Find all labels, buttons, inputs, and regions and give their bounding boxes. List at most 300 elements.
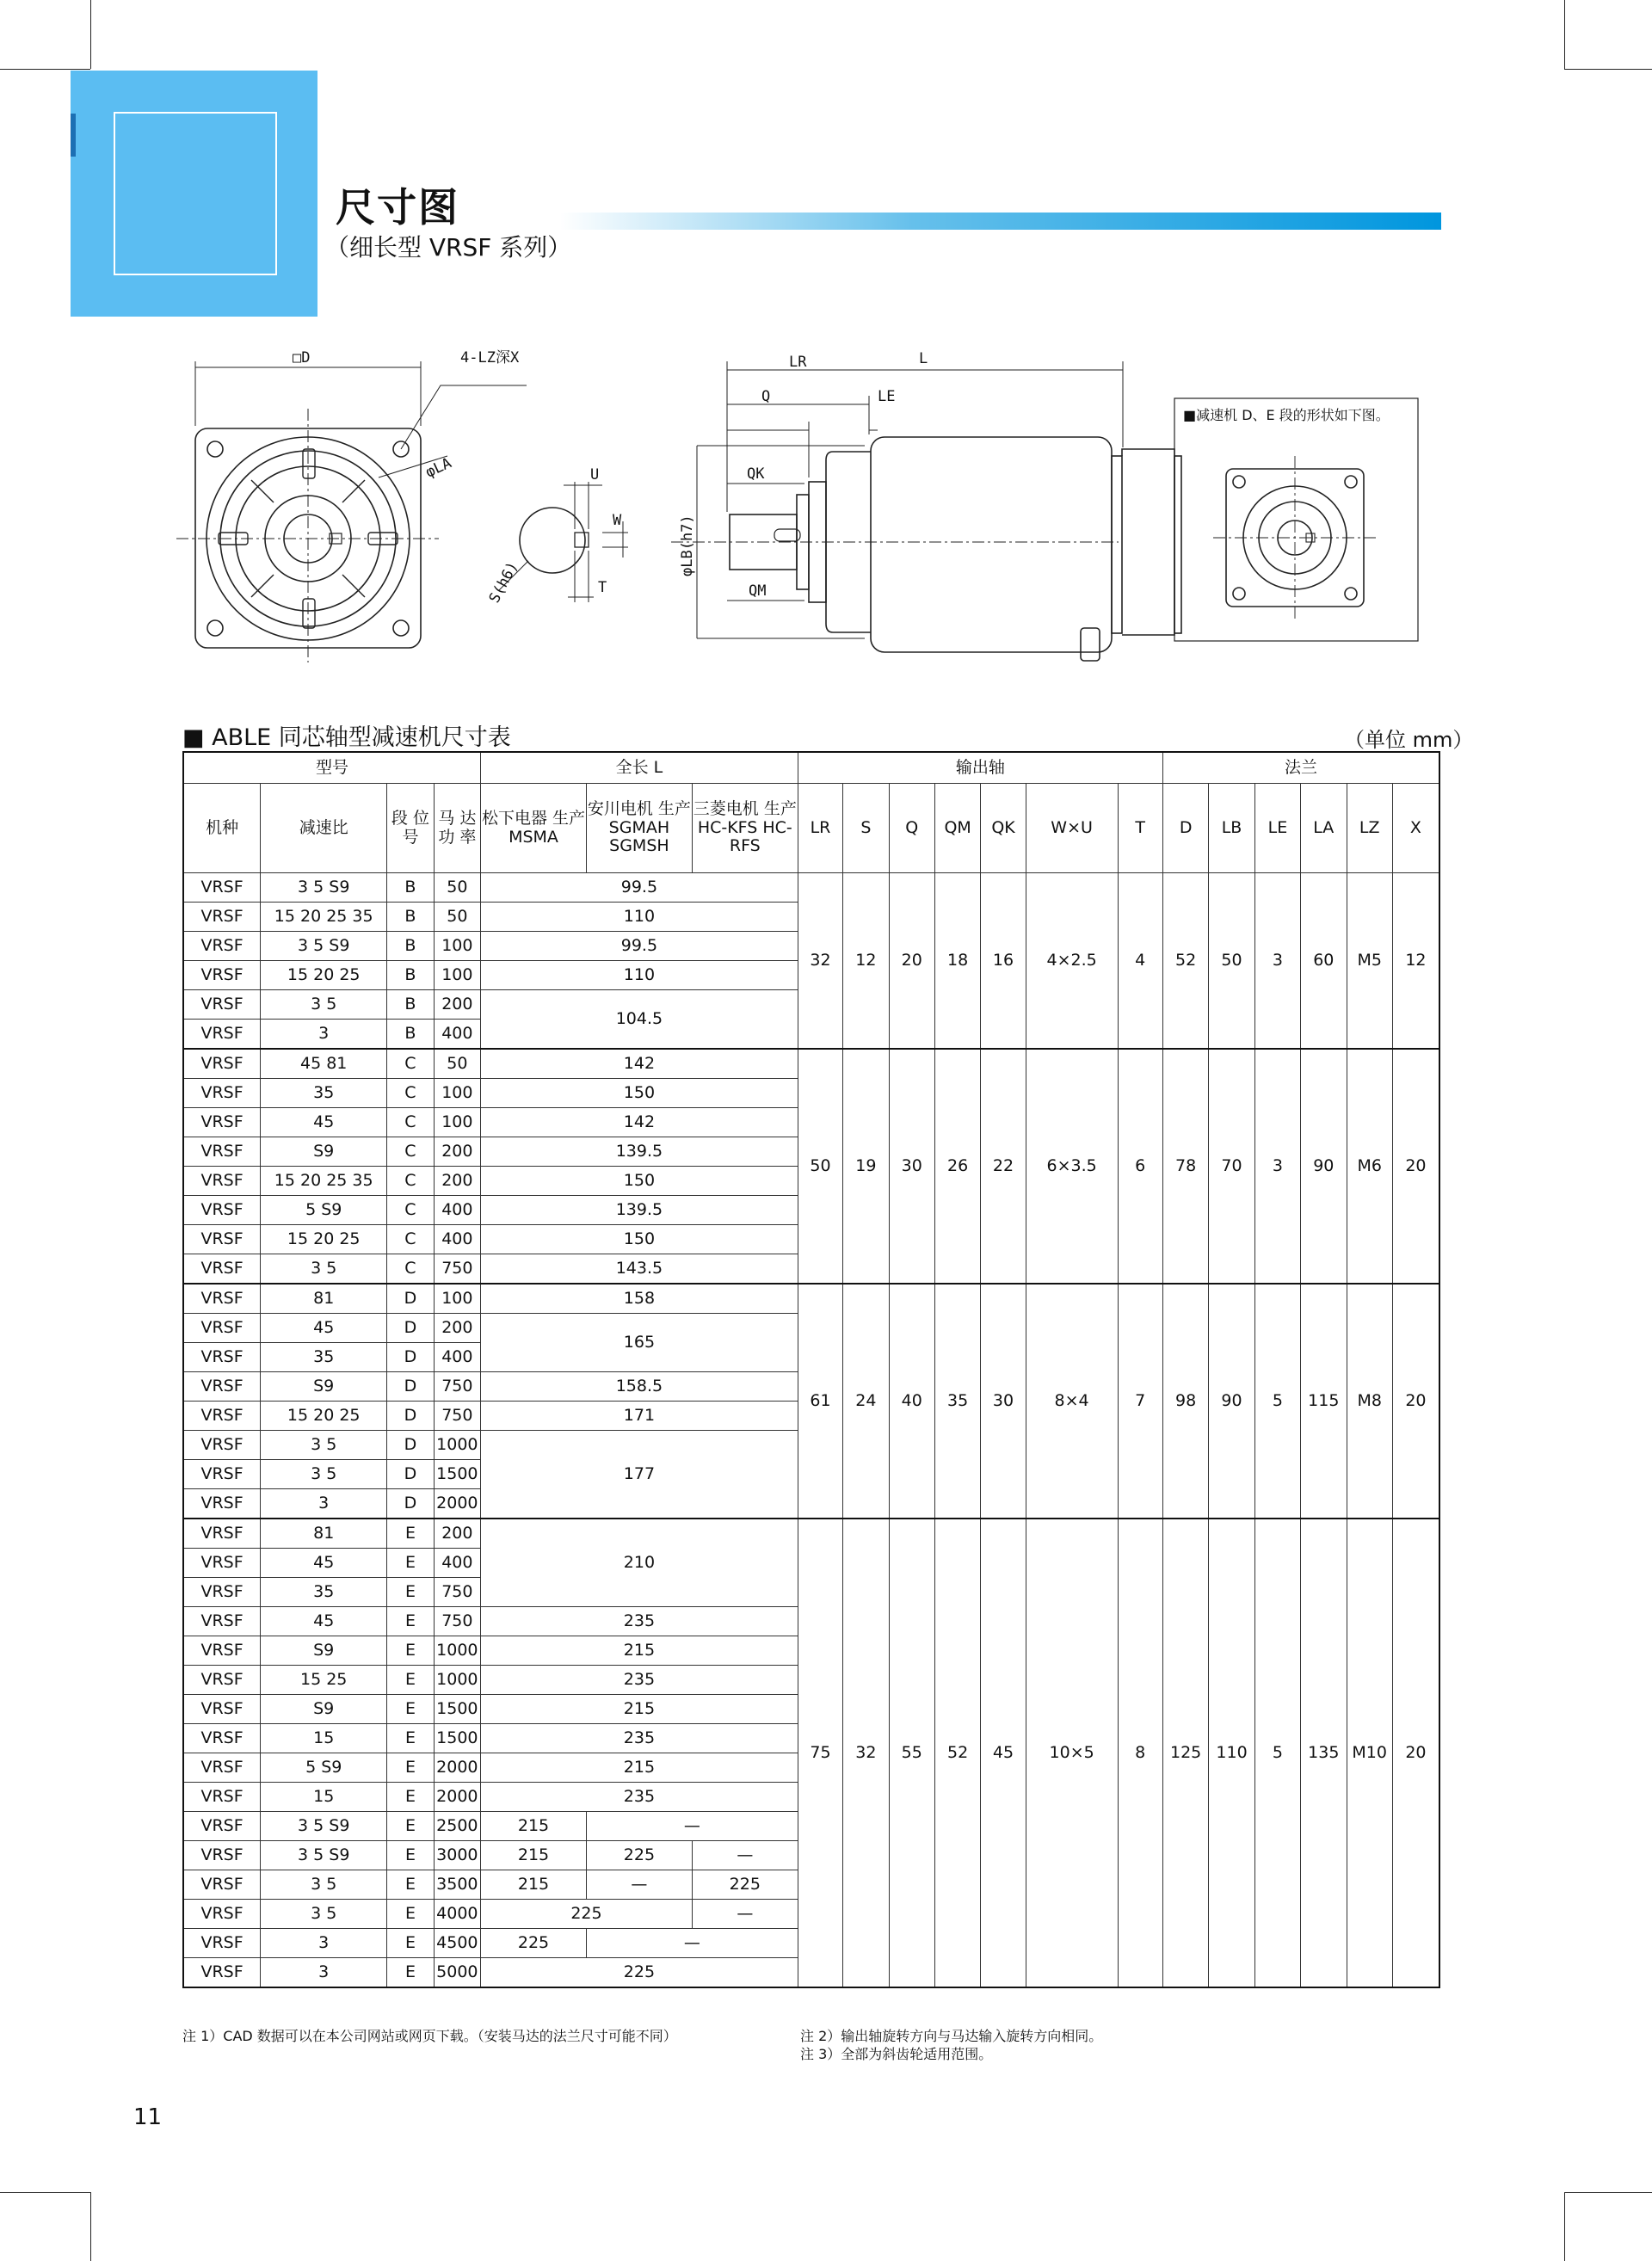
cell-stage: D — [387, 1284, 434, 1314]
cell-lb: 50 — [1209, 873, 1254, 1050]
cell-lz: M8 — [1347, 1284, 1392, 1519]
cell-length: — — [586, 1812, 798, 1841]
cell-length: 99.5 — [481, 932, 798, 961]
cell-power: 1000 — [434, 1666, 480, 1695]
cell-type: VRSF — [183, 1079, 261, 1108]
cell-stage: E — [387, 1695, 434, 1724]
cell-power: 100 — [434, 1108, 480, 1137]
cell-la: 60 — [1301, 873, 1347, 1050]
group-header-length: 全长 L — [481, 752, 798, 784]
dim-qk-label: QK — [747, 465, 765, 483]
cell-power: 4500 — [434, 1929, 480, 1958]
cell-type: VRSF — [183, 1578, 261, 1607]
cell-type: VRSF — [183, 1314, 261, 1343]
cell-stage: E — [387, 1666, 434, 1695]
cell-lr: 75 — [798, 1519, 842, 1987]
cell-power: 100 — [434, 961, 480, 990]
cell-qk: 16 — [981, 873, 1026, 1050]
cell-length: 235 — [481, 1783, 798, 1812]
col-header-mitsubishi: 三菱电机 生产 HC-KFS HC-RFS — [692, 784, 798, 873]
cell-power: 3500 — [434, 1870, 480, 1900]
cell-power: 100 — [434, 1079, 480, 1108]
cell-wxu: 4×2.5 — [1026, 873, 1118, 1050]
cell-ratio: 15 — [261, 1783, 387, 1812]
cell-la: 135 — [1301, 1519, 1347, 1987]
cell-ratio: 45 — [261, 1549, 387, 1578]
col-header-s: S — [843, 784, 889, 873]
col-header-lb: LB — [1209, 784, 1254, 873]
cell-lz: M6 — [1347, 1049, 1392, 1284]
cell-type: VRSF — [183, 1929, 261, 1958]
cell-ratio: 35 — [261, 1578, 387, 1607]
cell-stage: D — [387, 1402, 434, 1431]
note-2: 注 2）输出轴旋转方向与马达输入旋转方向相同。 — [800, 2028, 1103, 2044]
cell-d: 52 — [1162, 873, 1208, 1050]
cell-length: 215 — [481, 1870, 587, 1900]
cell-type: VRSF — [183, 1724, 261, 1753]
cell-d: 98 — [1162, 1284, 1208, 1519]
title-color-block — [71, 71, 317, 317]
title-block-frame — [114, 112, 277, 275]
col-header-yaskawa: 安川电机 生产 SGMAH SGMSH — [586, 784, 692, 873]
cell-power: 750 — [434, 1402, 480, 1431]
cell-power: 400 — [434, 1196, 480, 1225]
dim-lb-label: φLB(h7) — [679, 514, 696, 576]
dim-le-label: LE — [878, 388, 896, 405]
col-header-ratio: 减速比 — [261, 784, 387, 873]
dimension-table — [182, 751, 1440, 1988]
cell-length: 158.5 — [481, 1372, 798, 1402]
cell-type: VRSF — [183, 1137, 261, 1167]
cell-stage: D — [387, 1489, 434, 1519]
cell-length: 99.5 — [481, 873, 798, 903]
cell-stage: E — [387, 1519, 434, 1549]
cell-lr: 32 — [798, 873, 842, 1050]
cell-wxu: 6×3.5 — [1026, 1049, 1118, 1284]
cell-q: 55 — [889, 1519, 934, 1987]
cell-ratio: 3 5 S9 — [261, 873, 387, 903]
cell-stage: E — [387, 1841, 434, 1870]
cell-stage: B — [387, 873, 434, 903]
cell-length: 158 — [481, 1284, 798, 1314]
cell-power: 400 — [434, 1549, 480, 1578]
cell-ratio: 3 — [261, 1958, 387, 1988]
cell-stage: C — [387, 1196, 434, 1225]
cell-stage: C — [387, 1254, 434, 1285]
cell-power: 1500 — [434, 1724, 480, 1753]
cell-stage: E — [387, 1870, 434, 1900]
cell-ratio: 45 — [261, 1314, 387, 1343]
cell-stage: C — [387, 1079, 434, 1108]
cell-type: VRSF — [183, 873, 261, 903]
unit-note: （单位 mm） — [1344, 728, 1474, 752]
crop-mark — [90, 0, 91, 69]
cell-length: 150 — [481, 1079, 798, 1108]
table-row — [183, 1049, 1439, 1079]
title-block-accent — [71, 114, 76, 157]
cell-power: 50 — [434, 1049, 480, 1079]
cell-ratio: 81 — [261, 1519, 387, 1549]
cell-power: 100 — [434, 932, 480, 961]
cell-length: — — [586, 1929, 798, 1958]
cell-q: 30 — [889, 1049, 934, 1284]
cell-ratio: 45 81 — [261, 1049, 387, 1079]
cell-t: 8 — [1118, 1519, 1162, 1987]
col-header-stage: 段 位 号 — [387, 784, 434, 873]
dim-lr-label: LR — [789, 354, 807, 371]
cell-s: 19 — [843, 1049, 889, 1284]
cell-le: 5 — [1254, 1519, 1300, 1987]
cell-type: VRSF — [183, 1225, 261, 1254]
col-header-wxu: W×U — [1026, 784, 1118, 873]
cell-power: 50 — [434, 903, 480, 932]
cell-length: 225 — [481, 1929, 587, 1958]
cell-ratio: 3 5 — [261, 1460, 387, 1489]
col-header-t: T — [1118, 784, 1162, 873]
cell-ratio: 3 5 — [261, 990, 387, 1020]
group-header-shaft: 输出轴 — [798, 752, 1162, 784]
cell-ratio: 3 5 S9 — [261, 1812, 387, 1841]
cell-qm: 52 — [934, 1519, 980, 1987]
cell-length: — — [586, 1870, 692, 1900]
cell-power: 2000 — [434, 1783, 480, 1812]
cell-power: 2000 — [434, 1489, 480, 1519]
cell-length: 210 — [481, 1519, 798, 1607]
cell-ratio: 3 5 S9 — [261, 932, 387, 961]
front-view-drawing — [176, 361, 527, 662]
cell-length: 235 — [481, 1724, 798, 1753]
cell-type: VRSF — [183, 1254, 261, 1285]
cell-la: 115 — [1301, 1284, 1347, 1519]
cell-stage: C — [387, 1225, 434, 1254]
cell-stage: D — [387, 1314, 434, 1343]
section-title: ■ ABLE 同芯轴型减速机尺寸表 — [182, 724, 511, 751]
cell-type: VRSF — [183, 1343, 261, 1372]
cell-type: VRSF — [183, 1049, 261, 1079]
cell-stage: B — [387, 990, 434, 1020]
cell-x: 20 — [1392, 1519, 1439, 1987]
cell-t: 4 — [1118, 873, 1162, 1050]
cell-qk: 30 — [981, 1284, 1026, 1519]
cell-power: 200 — [434, 1314, 480, 1343]
cell-q: 20 — [889, 873, 934, 1050]
cell-stage: E — [387, 1724, 434, 1753]
cell-stage: B — [387, 1020, 434, 1050]
cell-x: 20 — [1392, 1284, 1439, 1519]
cell-ratio: 15 20 25 — [261, 961, 387, 990]
cell-power: 5000 — [434, 1958, 480, 1988]
cell-lb: 70 — [1209, 1049, 1254, 1284]
cell-stage: D — [387, 1372, 434, 1402]
dim-s-label: S(h6) — [485, 558, 522, 607]
cell-lr: 50 — [798, 1049, 842, 1284]
cell-stage: C — [387, 1167, 434, 1196]
crop-mark — [1564, 69, 1652, 70]
cell-length: 177 — [481, 1431, 798, 1519]
cell-type: VRSF — [183, 1196, 261, 1225]
cell-ratio: 3 5 — [261, 1900, 387, 1929]
cell-t: 7 — [1118, 1284, 1162, 1519]
cell-power: 1500 — [434, 1695, 480, 1724]
cell-type: VRSF — [183, 1870, 261, 1900]
side-view-drawing — [671, 361, 1181, 661]
cell-ratio: 81 — [261, 1284, 387, 1314]
cell-ratio: 3 — [261, 1489, 387, 1519]
cell-type: VRSF — [183, 1666, 261, 1695]
cell-length: 139.5 — [481, 1196, 798, 1225]
cell-la: 90 — [1301, 1049, 1347, 1284]
dim-w-label: W — [613, 512, 622, 529]
col-header-qm: QM — [934, 784, 980, 873]
cell-d: 78 — [1162, 1049, 1208, 1284]
col-header-qk: QK — [981, 784, 1026, 873]
cell-length: 110 — [481, 903, 798, 932]
crop-mark — [0, 69, 90, 70]
cell-t: 6 — [1118, 1049, 1162, 1284]
col-header-le: LE — [1254, 784, 1300, 873]
cell-ratio: 3 5 — [261, 1431, 387, 1460]
col-header-x: X — [1392, 784, 1439, 873]
cell-length: 215 — [481, 1636, 798, 1666]
cell-s: 24 — [843, 1284, 889, 1519]
dimension-drawings — [0, 318, 1652, 662]
cell-ratio: S9 — [261, 1137, 387, 1167]
cell-length: — — [692, 1841, 798, 1870]
cell-length: 225 — [481, 1958, 798, 1988]
cell-power: 100 — [434, 1284, 480, 1314]
cell-power: 750 — [434, 1607, 480, 1636]
cell-stage: C — [387, 1137, 434, 1167]
cell-length: 142 — [481, 1108, 798, 1137]
key-section-drawing — [499, 482, 628, 602]
cell-type: VRSF — [183, 1431, 261, 1460]
cell-type: VRSF — [183, 1636, 261, 1666]
crop-mark — [90, 2192, 91, 2261]
cell-length: 165 — [481, 1314, 798, 1372]
col-header-la: LA — [1301, 784, 1347, 873]
cell-le: 5 — [1254, 1284, 1300, 1519]
cell-power: 750 — [434, 1372, 480, 1402]
cell-ratio: 15 20 25 — [261, 1402, 387, 1431]
cell-power: 400 — [434, 1343, 480, 1372]
cell-lz: M10 — [1347, 1519, 1392, 1987]
cell-stage: E — [387, 1549, 434, 1578]
cell-ratio: 3 — [261, 1929, 387, 1958]
cell-ratio: 3 — [261, 1020, 387, 1050]
cell-type: VRSF — [183, 903, 261, 932]
dim-l-label: L — [919, 350, 928, 367]
cell-type: VRSF — [183, 1695, 261, 1724]
title-gradient-bar — [559, 213, 1441, 230]
cell-stage: E — [387, 1958, 434, 1988]
cell-ratio: 35 — [261, 1079, 387, 1108]
cell-power: 4000 — [434, 1900, 480, 1929]
cell-stage: E — [387, 1812, 434, 1841]
cell-power: 3000 — [434, 1841, 480, 1870]
cell-ratio: 15 20 25 35 — [261, 1167, 387, 1196]
cell-type: VRSF — [183, 1900, 261, 1929]
cell-ratio: 45 — [261, 1108, 387, 1137]
cell-qm: 35 — [934, 1284, 980, 1519]
cell-type: VRSF — [183, 1489, 261, 1519]
cell-ratio: 5 S9 — [261, 1196, 387, 1225]
cell-x: 20 — [1392, 1049, 1439, 1284]
cell-type: VRSF — [183, 1372, 261, 1402]
cell-stage: E — [387, 1900, 434, 1929]
cell-power: 50 — [434, 873, 480, 903]
cell-qk: 45 — [981, 1519, 1026, 1987]
cell-stage: E — [387, 1929, 434, 1958]
cell-stage: E — [387, 1636, 434, 1666]
cell-power: 750 — [434, 1578, 480, 1607]
cell-stage: D — [387, 1343, 434, 1372]
cell-length: 142 — [481, 1049, 798, 1079]
cell-ratio: S9 — [261, 1372, 387, 1402]
crop-mark — [1564, 2192, 1565, 2261]
cell-le: 3 — [1254, 873, 1300, 1050]
cell-type: VRSF — [183, 1607, 261, 1636]
cell-power: 2000 — [434, 1753, 480, 1783]
table-row — [183, 1284, 1439, 1314]
cell-qm: 26 — [934, 1049, 980, 1284]
cell-length: 215 — [481, 1753, 798, 1783]
cell-type: VRSF — [183, 932, 261, 961]
cell-ratio: 3 5 — [261, 1870, 387, 1900]
cell-length: 235 — [481, 1607, 798, 1636]
cell-ratio: S9 — [261, 1695, 387, 1724]
cell-ratio: 15 20 25 — [261, 1225, 387, 1254]
cell-lz: M5 — [1347, 873, 1392, 1050]
group-header-model: 型号 — [183, 752, 481, 784]
inset-drawing — [1174, 398, 1418, 641]
col-header-d: D — [1162, 784, 1208, 873]
cell-stage: B — [387, 961, 434, 990]
page-number: 11 — [133, 2104, 163, 2130]
cell-type: VRSF — [183, 1841, 261, 1870]
cell-stage: D — [387, 1431, 434, 1460]
note-3: 注 3）全部为斜齿轮适用范围。 — [800, 2046, 993, 2062]
cell-stage: E — [387, 1783, 434, 1812]
cell-ratio: 15 — [261, 1724, 387, 1753]
group-header-flange: 法兰 — [1162, 752, 1439, 784]
cell-length: 215 — [481, 1841, 587, 1870]
cell-ratio: S9 — [261, 1636, 387, 1666]
crop-mark — [1564, 2192, 1652, 2193]
cell-stage: B — [387, 903, 434, 932]
cell-stage: B — [387, 932, 434, 961]
cell-length: 150 — [481, 1225, 798, 1254]
dim-qm-label: QM — [749, 582, 767, 600]
cell-ratio: 3 5 — [261, 1254, 387, 1285]
cell-lr: 61 — [798, 1284, 842, 1519]
cell-length: 215 — [481, 1695, 798, 1724]
col-header-lr: LR — [798, 784, 842, 873]
cell-power: 200 — [434, 990, 480, 1020]
cell-power: 1000 — [434, 1636, 480, 1666]
cell-lb: 90 — [1209, 1284, 1254, 1519]
dim-d-label: □D — [293, 349, 311, 367]
cell-ratio: 15 20 25 35 — [261, 903, 387, 932]
crop-mark — [0, 2192, 90, 2193]
cell-ratio: 15 25 — [261, 1666, 387, 1695]
cell-type: VRSF — [183, 961, 261, 990]
cell-type: VRSF — [183, 1958, 261, 1988]
cell-type: VRSF — [183, 1020, 261, 1050]
table-row — [183, 1519, 1439, 1549]
crop-mark — [1564, 0, 1565, 69]
cell-length: 104.5 — [481, 990, 798, 1050]
cell-length: 215 — [481, 1812, 587, 1841]
dim-q-label: Q — [761, 388, 771, 405]
cell-length: 171 — [481, 1402, 798, 1431]
note-1: 注 1）CAD 数据可以在本公司网站或网页下载。（安装马达的法兰尺寸可能不同） — [182, 2028, 677, 2044]
dim-la-label: φLA — [422, 454, 454, 482]
cell-ratio: 35 — [261, 1343, 387, 1372]
cell-power: 400 — [434, 1225, 480, 1254]
cell-power: 2500 — [434, 1812, 480, 1841]
cell-type: VRSF — [183, 1284, 261, 1314]
cell-stage: C — [387, 1108, 434, 1137]
cell-qk: 22 — [981, 1049, 1026, 1284]
cell-power: 1000 — [434, 1431, 480, 1460]
cell-stage: E — [387, 1607, 434, 1636]
cell-type: VRSF — [183, 990, 261, 1020]
cell-type: VRSF — [183, 1753, 261, 1783]
cell-length: 235 — [481, 1666, 798, 1695]
dim-t-label: T — [598, 579, 607, 596]
dim-u-label: U — [590, 466, 600, 484]
cell-length: 225 — [586, 1841, 692, 1870]
cell-type: VRSF — [183, 1783, 261, 1812]
cell-wxu: 10×5 — [1026, 1519, 1118, 1987]
cell-length: 150 — [481, 1167, 798, 1196]
cell-type: VRSF — [183, 1812, 261, 1841]
cell-s: 12 — [843, 873, 889, 1050]
cell-power: 1500 — [434, 1460, 480, 1489]
col-header-type: 机种 — [183, 784, 261, 873]
cell-ratio: 3 5 S9 — [261, 1841, 387, 1870]
cell-stage: E — [387, 1753, 434, 1783]
inset-note: ■减速机 D、E 段的形状如下图。 — [1183, 407, 1390, 423]
cell-lb: 110 — [1209, 1519, 1254, 1987]
cell-qm: 18 — [934, 873, 980, 1050]
page-title: 尺寸图 — [336, 184, 459, 231]
cell-power: 750 — [434, 1254, 480, 1285]
cell-type: VRSF — [183, 1402, 261, 1431]
cell-power: 200 — [434, 1137, 480, 1167]
cell-length: 225 — [481, 1900, 693, 1929]
cell-power: 200 — [434, 1167, 480, 1196]
cell-power: 400 — [434, 1020, 480, 1050]
cell-stage: E — [387, 1578, 434, 1607]
cell-wxu: 8×4 — [1026, 1284, 1118, 1519]
cell-length: 110 — [481, 961, 798, 990]
cell-power: 200 — [434, 1519, 480, 1549]
cell-q: 40 — [889, 1284, 934, 1519]
cell-d: 125 — [1162, 1519, 1208, 1987]
col-header-lz: LZ — [1347, 784, 1392, 873]
col-header-q: Q — [889, 784, 934, 873]
cell-length: 139.5 — [481, 1137, 798, 1167]
cell-type: VRSF — [183, 1167, 261, 1196]
cell-type: VRSF — [183, 1460, 261, 1489]
cell-le: 3 — [1254, 1049, 1300, 1284]
cell-s: 32 — [843, 1519, 889, 1987]
cell-length: — — [692, 1900, 798, 1929]
cell-stage: C — [387, 1049, 434, 1079]
dim-lz-label: 4-LZ深X — [460, 349, 520, 367]
dimension-table-body — [183, 873, 1439, 1988]
